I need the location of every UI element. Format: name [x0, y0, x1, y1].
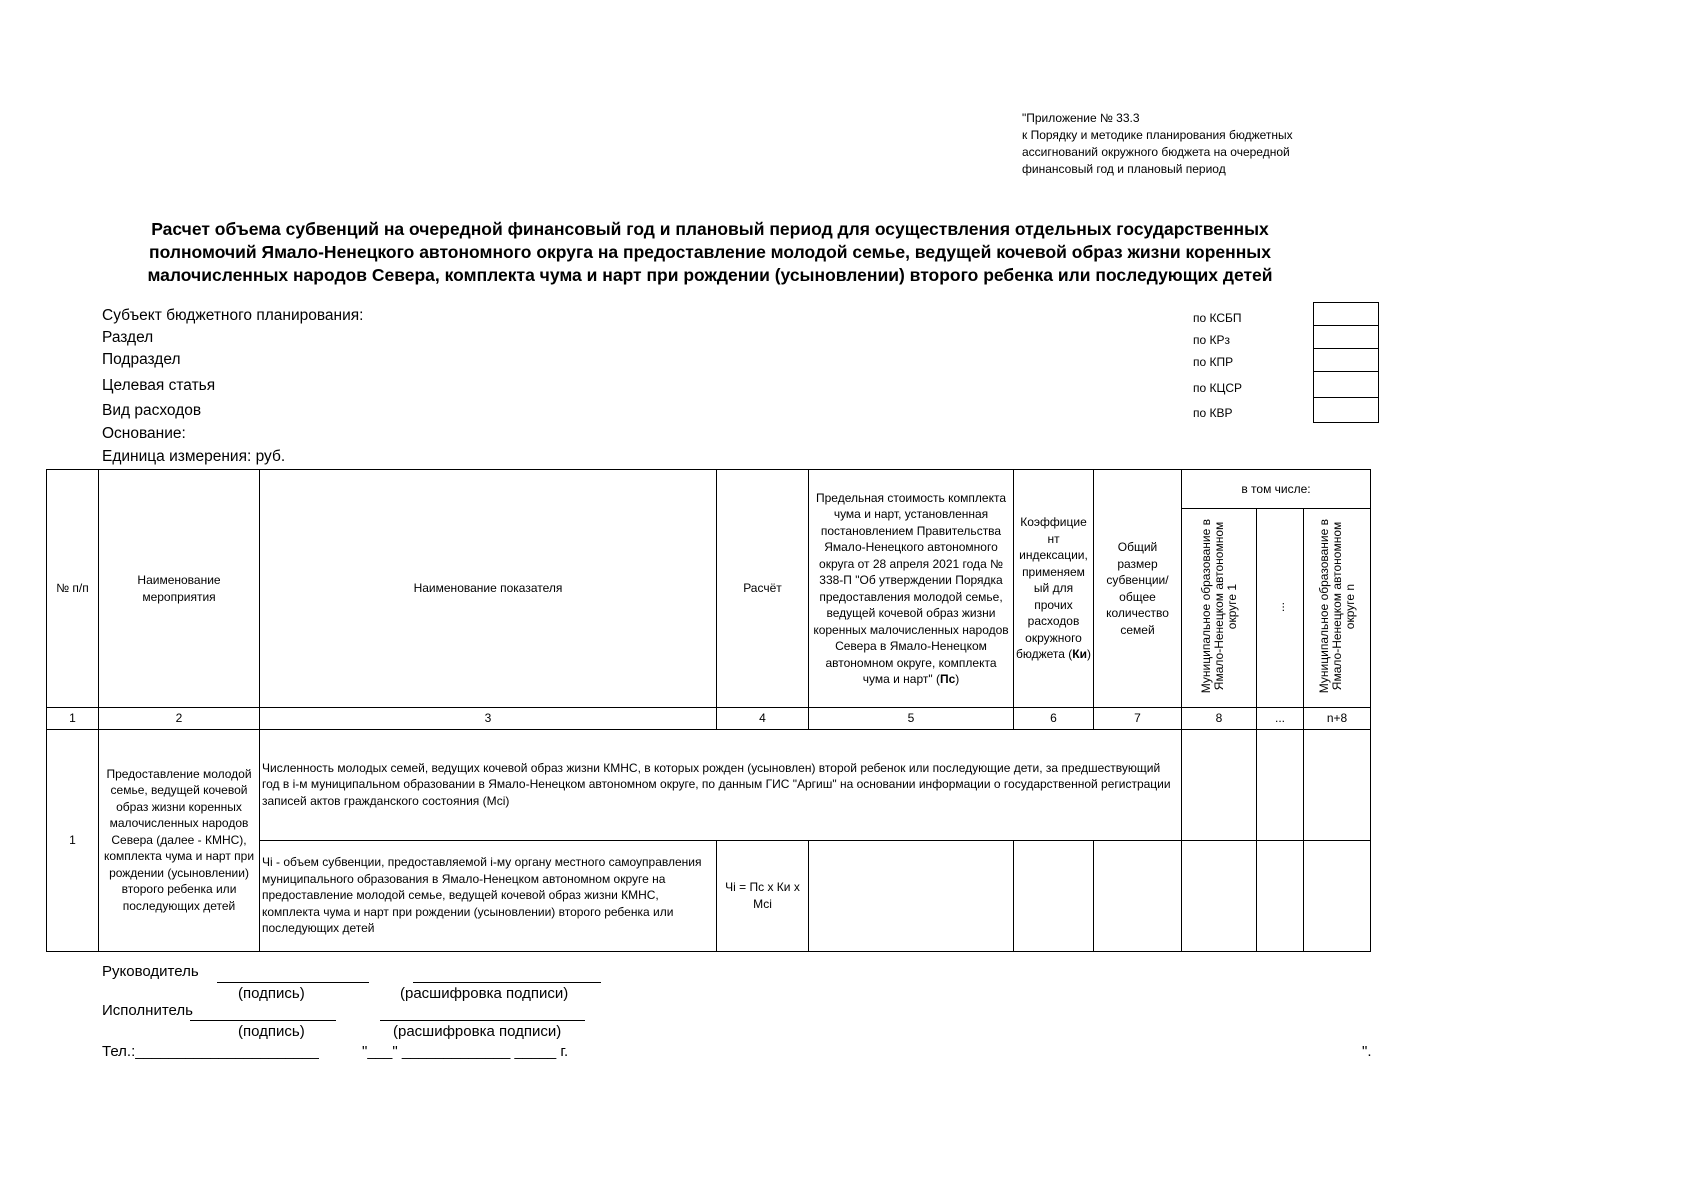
col-number: ... — [1257, 708, 1304, 730]
executor-decode-line[interactable] — [380, 1020, 585, 1021]
head-decode-caption: (расшифровка подписи) — [400, 985, 569, 1002]
col-number: 3 — [260, 708, 717, 730]
closing-quote: ". — [1362, 1043, 1372, 1060]
row-cell[interactable] — [1182, 729, 1257, 840]
col-number: 7 — [1094, 708, 1182, 730]
head-sign-caption: (подпись) — [238, 985, 305, 1002]
appendix-line: "Приложение № 33.3 — [1022, 111, 1140, 125]
code-kpr-label: по КПР — [1193, 355, 1234, 369]
executor-label: Исполнитель — [102, 1002, 193, 1019]
header-munn-text: Муниципальное образование в Ямало-Ненецком автономном округе n — [1316, 518, 1357, 693]
code-krz-label: по КРз — [1193, 333, 1231, 347]
code-kcsr-label: по КЦСР — [1193, 381, 1243, 395]
field-target: Целевая статья — [102, 377, 216, 394]
code-kcsr-box[interactable] — [1313, 371, 1379, 398]
row-cell[interactable] — [809, 840, 1014, 951]
field-expense-type: Вид расходов — [102, 402, 202, 419]
title-line: Расчет объема субвенций на очередной финансовый год и плановый период для осуществления отдельных государственных — [151, 219, 1269, 239]
row-indicator-subvention: Чi - объем субвенции, предоставляемой i-му органу местного самоуправления муниципального образования в Ямало-Ненецком автономном округе на предоставление молодой семье, ведущей кочевой образ жизни КМНС, комплекта чума и нарт при рождении (усыновлении) второго ребенка или последующих детей — [260, 840, 717, 951]
row-cell[interactable] — [1304, 729, 1371, 840]
row-event: Предоставление молодой семье, ведущей кочевой образ жизни коренных малочисленных народов Севера (далее - КМНС), комплекта чума и нарт при рождении (усыновлении) второго ребенка или последующих детей — [99, 729, 260, 951]
header-coef-bold: Ки — [1072, 647, 1087, 662]
header-calc: Расчёт — [717, 470, 809, 708]
header-coef-text: Коэффицие нт индексации, применяем ый для прочих расходов окружного бюджета ( — [1016, 515, 1088, 662]
col-number: 4 — [717, 708, 809, 730]
title-line: малочисленных народов Севера, комплекта чума и нарт при рождении (усыновлении) второго ребенка или последующих детей — [147, 265, 1273, 285]
col-number: n+8 — [1304, 708, 1371, 730]
title-line: полномочий Ямало-Ненецкого автономного округа на предоставление молодой семье, ведущей кочевой образ жизни коренных — [149, 242, 1271, 262]
field-subject: Субъект бюджетного планирования: — [102, 307, 364, 324]
header-munn — [1304, 509, 1371, 708]
appendix-note — [1022, 110, 1293, 178]
row-cell[interactable] — [1014, 840, 1094, 951]
header-max-cost-end: ) — [955, 672, 960, 686]
field-basis: Основание: — [102, 425, 186, 442]
phone-field: Тел.:______________________ — [102, 1043, 319, 1060]
header-mun1-text: Муниципальное образование в Ямало-Ненецком автономном округе 1 — [1198, 518, 1239, 693]
column-number-row — [47, 708, 1371, 730]
code-ksbp-label: по КСБП — [1193, 311, 1242, 325]
header-max-cost — [809, 470, 1014, 708]
code-kpr-box[interactable] — [1313, 348, 1379, 372]
field-unit: Единица измерения: руб. — [102, 448, 286, 465]
header-max-cost-bold: Пс — [939, 672, 956, 686]
header-total: Общий размер субвенции/ общее количество семей — [1094, 470, 1182, 708]
code-krz-box[interactable] — [1313, 325, 1379, 349]
date-field: "___" _____________ _____ г. — [362, 1043, 569, 1060]
header-indicator: Наименование показателя — [260, 470, 717, 708]
row-formula: Чi = Пс х Ки х Мсi — [717, 840, 809, 951]
code-ksbp-box[interactable] — [1313, 302, 1379, 326]
header-event: Наименование мероприятия — [99, 470, 260, 708]
header-coef — [1014, 470, 1094, 708]
col-number: 8 — [1182, 708, 1257, 730]
row-indicator-count: Численность молодых семей, ведущих кочевой образ жизни КМНС, в которых рожден (усыновлен) второй ребенок или последующие дети, за предшествующий год в i-м муниципальном образовании в Ямало-Ненецком автономном округе, по данным ГИС "Аргиш" на основании информации о государственной регистрации записей актов гражданского состояния (Мсi) — [260, 729, 1182, 840]
col-number: 5 — [809, 708, 1014, 730]
head-label: Руководитель — [102, 963, 199, 980]
executor-sign-line[interactable] — [190, 1020, 336, 1021]
row-cell[interactable] — [1304, 840, 1371, 951]
head-sign-line[interactable] — [217, 982, 369, 983]
table-row — [47, 729, 1371, 840]
field-section: Раздел — [102, 329, 154, 346]
appendix-line: финансовый год и плановый период — [1022, 162, 1226, 176]
row-cell[interactable] — [1094, 840, 1182, 951]
code-kvr-label: по КВР — [1193, 406, 1233, 420]
appendix-line: ассигнований окружного бюджета на очередной — [1022, 145, 1290, 159]
executor-sign-caption: (подпись) — [238, 1023, 305, 1040]
header-dots — [1257, 509, 1304, 708]
executor-decode-caption: (расшифровка подписи) — [393, 1023, 562, 1040]
head-decode-line[interactable] — [413, 982, 601, 983]
row-num: 1 — [47, 729, 99, 951]
appendix-line: к Порядку и методике планирования бюджетных — [1022, 128, 1293, 142]
code-kvr-box[interactable] — [1313, 397, 1379, 423]
document-title — [100, 218, 1320, 287]
col-number: 1 — [47, 708, 99, 730]
header-mun1 — [1182, 509, 1257, 708]
header-including: в том числе: — [1182, 470, 1371, 509]
row-cell[interactable] — [1257, 840, 1304, 951]
header-num: № п/п — [47, 470, 99, 708]
calculation-table — [46, 469, 1371, 952]
col-number: 2 — [99, 708, 260, 730]
header-max-cost-text: Предельная стоимость комплекта чума и нарт, установленная постановлением Правительства Ямало-Ненецкого автономного округа от 28 апреля 2021 года № 338-П "Об утверждении Порядка предоставления молодой семье, ведущей кочевой образ жизни коренных малочисленных народов Севера в Ямало-Ненецком автономном округе, комплекта чума и нарт" ( — [813, 490, 1009, 686]
field-subsection: Подраздел — [102, 351, 181, 368]
header-dots-text: ... — [1272, 601, 1287, 612]
row-cell[interactable] — [1182, 840, 1257, 951]
row-cell[interactable] — [1257, 729, 1304, 840]
header-coef-end: ) — [1086, 647, 1091, 662]
col-number: 6 — [1014, 708, 1094, 730]
